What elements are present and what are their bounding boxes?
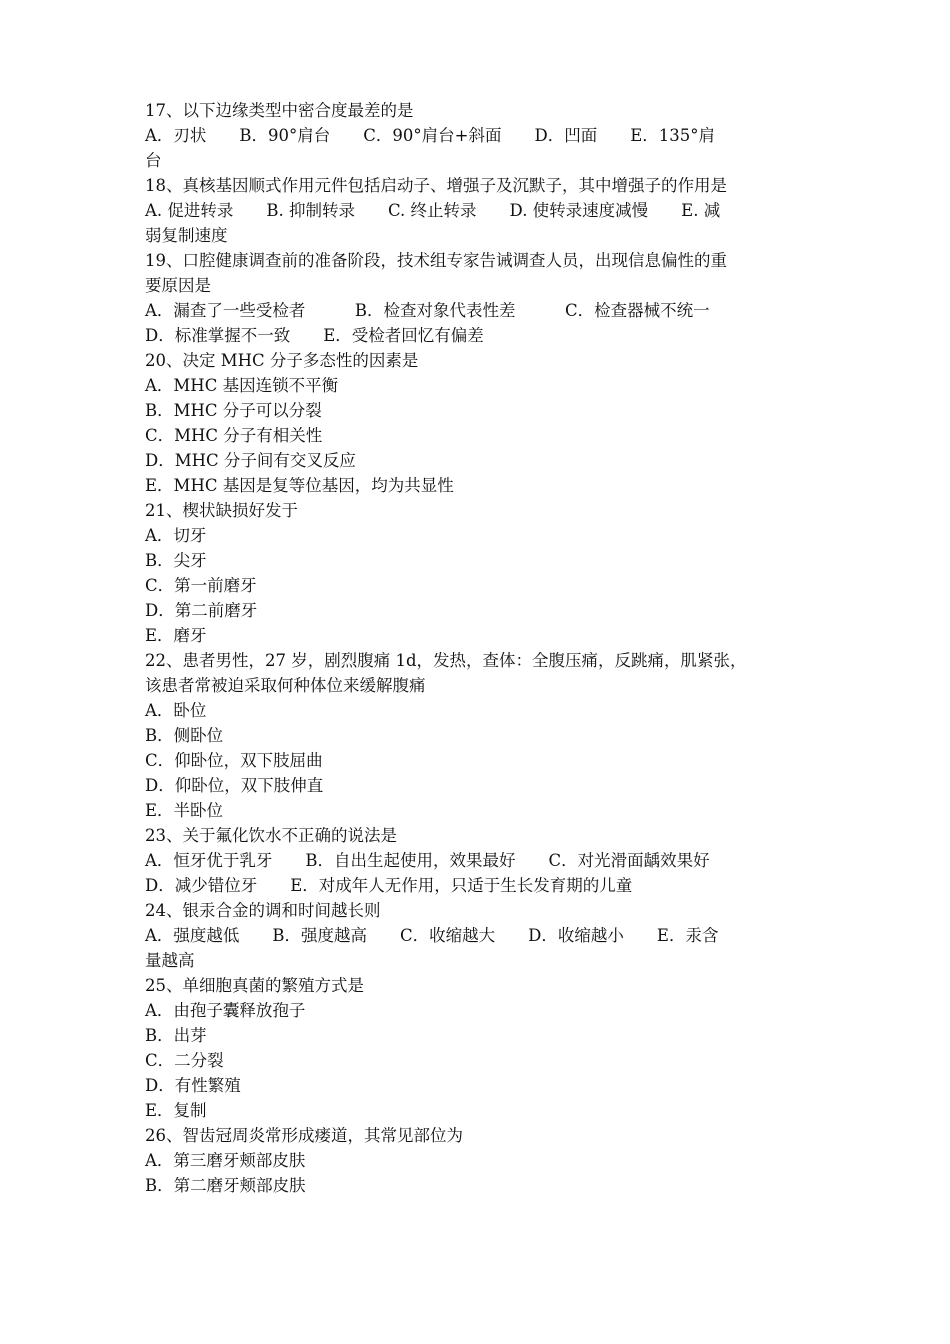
text-line: 量越高 xyxy=(145,951,195,970)
text-line: C．仰卧位，双下肢屈曲 xyxy=(145,751,323,770)
text-line: A．恒牙优于乳牙 B．自出生起使用，效果最好 C．对光滑面龋效果好 xyxy=(145,851,710,870)
text-line: C．二分裂 xyxy=(145,1051,224,1070)
text-line: 25、单细胞真菌的繁殖方式是 xyxy=(145,976,364,995)
text-line: A．第三磨牙颊部皮肤 xyxy=(145,1151,306,1170)
text-line: 17、以下边缘类型中密合度最差的是 xyxy=(145,101,414,120)
text-line: C．第一前磨牙 xyxy=(145,576,257,595)
text-line: 弱复制速度 xyxy=(145,226,228,245)
text-line: D．标准掌握不一致 E．受检者回忆有偏差 xyxy=(145,326,484,345)
text-line: D．减少错位牙 E．对成年人无作用，只适于生长发育期的儿童 xyxy=(145,876,633,895)
text-line: E．复制 xyxy=(145,1101,207,1120)
text-line: 台 xyxy=(145,151,162,170)
text-line: E．半卧位 xyxy=(145,801,224,820)
text-line: 18、真核基因顺式作用元件包括启动子、增强子及沉默子，其中增强子的作用是 xyxy=(145,176,727,195)
text-line: B．出芽 xyxy=(145,1026,207,1045)
text-line: 19、口腔健康调查前的准备阶段，技术组专家告诫调查人员，出现信息偏性的重 xyxy=(145,251,727,270)
document-page xyxy=(145,98,810,1198)
text-line: A．漏查了一些受检者 B．检查对象代表性差 C．检查器械不统一 xyxy=(145,301,710,320)
text-line: A．由孢子囊释放孢子 xyxy=(145,1001,306,1020)
text-line: 要原因是 xyxy=(145,276,211,295)
text-line: 26、智齿冠周炎常形成瘘道，其常见部位为 xyxy=(145,1126,463,1145)
text-line: 21、楔状缺损好发于 xyxy=(145,501,298,520)
text-line: B．尖牙 xyxy=(145,551,207,570)
text-line: 该患者常被迫采取何种体位来缓解腹痛 xyxy=(145,676,426,695)
text-line: B．侧卧位 xyxy=(145,726,224,745)
text-line: D．MHC 分子间有交叉反应 xyxy=(145,451,356,470)
text-line: B．MHC 分子可以分裂 xyxy=(145,401,322,420)
text-line: B．第二磨牙颊部皮肤 xyxy=(145,1176,306,1195)
text-line: A．强度越低 B．强度越高 C．收缩越大 D．收缩越小 E．汞含 xyxy=(145,926,719,945)
text-line: C．MHC 分子有相关性 xyxy=(145,426,323,445)
text-line: A. 促进转录 B. 抑制转录 C. 终止转录 D. 使转录速度减慢 E. 减 xyxy=(145,201,721,220)
text-line: 24、银汞合金的调和时间越长则 xyxy=(145,901,381,920)
text-line: E．磨牙 xyxy=(145,626,207,645)
text-line: 22、患者男性，27 岁，剧烈腹痛 1d，发热，查体：全腹压痛，反跳痛，肌紧张， xyxy=(145,651,747,670)
text-line: D．有性繁殖 xyxy=(145,1076,241,1095)
text-line: 20、决定 MHC 分子多态性的因素是 xyxy=(145,351,419,370)
text-line: A．切牙 xyxy=(145,526,207,545)
text-line: A．MHC 基因连锁不平衡 xyxy=(145,376,339,395)
text-line: D．第二前磨牙 xyxy=(145,601,258,620)
text-line: A．刃状 B．90°肩台 C．90°肩台+斜面 D．凹面 E．135°肩 xyxy=(145,126,715,145)
text-line: D．仰卧位，双下肢伸直 xyxy=(145,776,324,795)
text-line: 23、关于氟化饮水不正确的说法是 xyxy=(145,826,397,845)
text-line: A．卧位 xyxy=(145,701,207,720)
text-line: E．MHC 基因是复等位基因，均为共显性 xyxy=(145,476,454,495)
